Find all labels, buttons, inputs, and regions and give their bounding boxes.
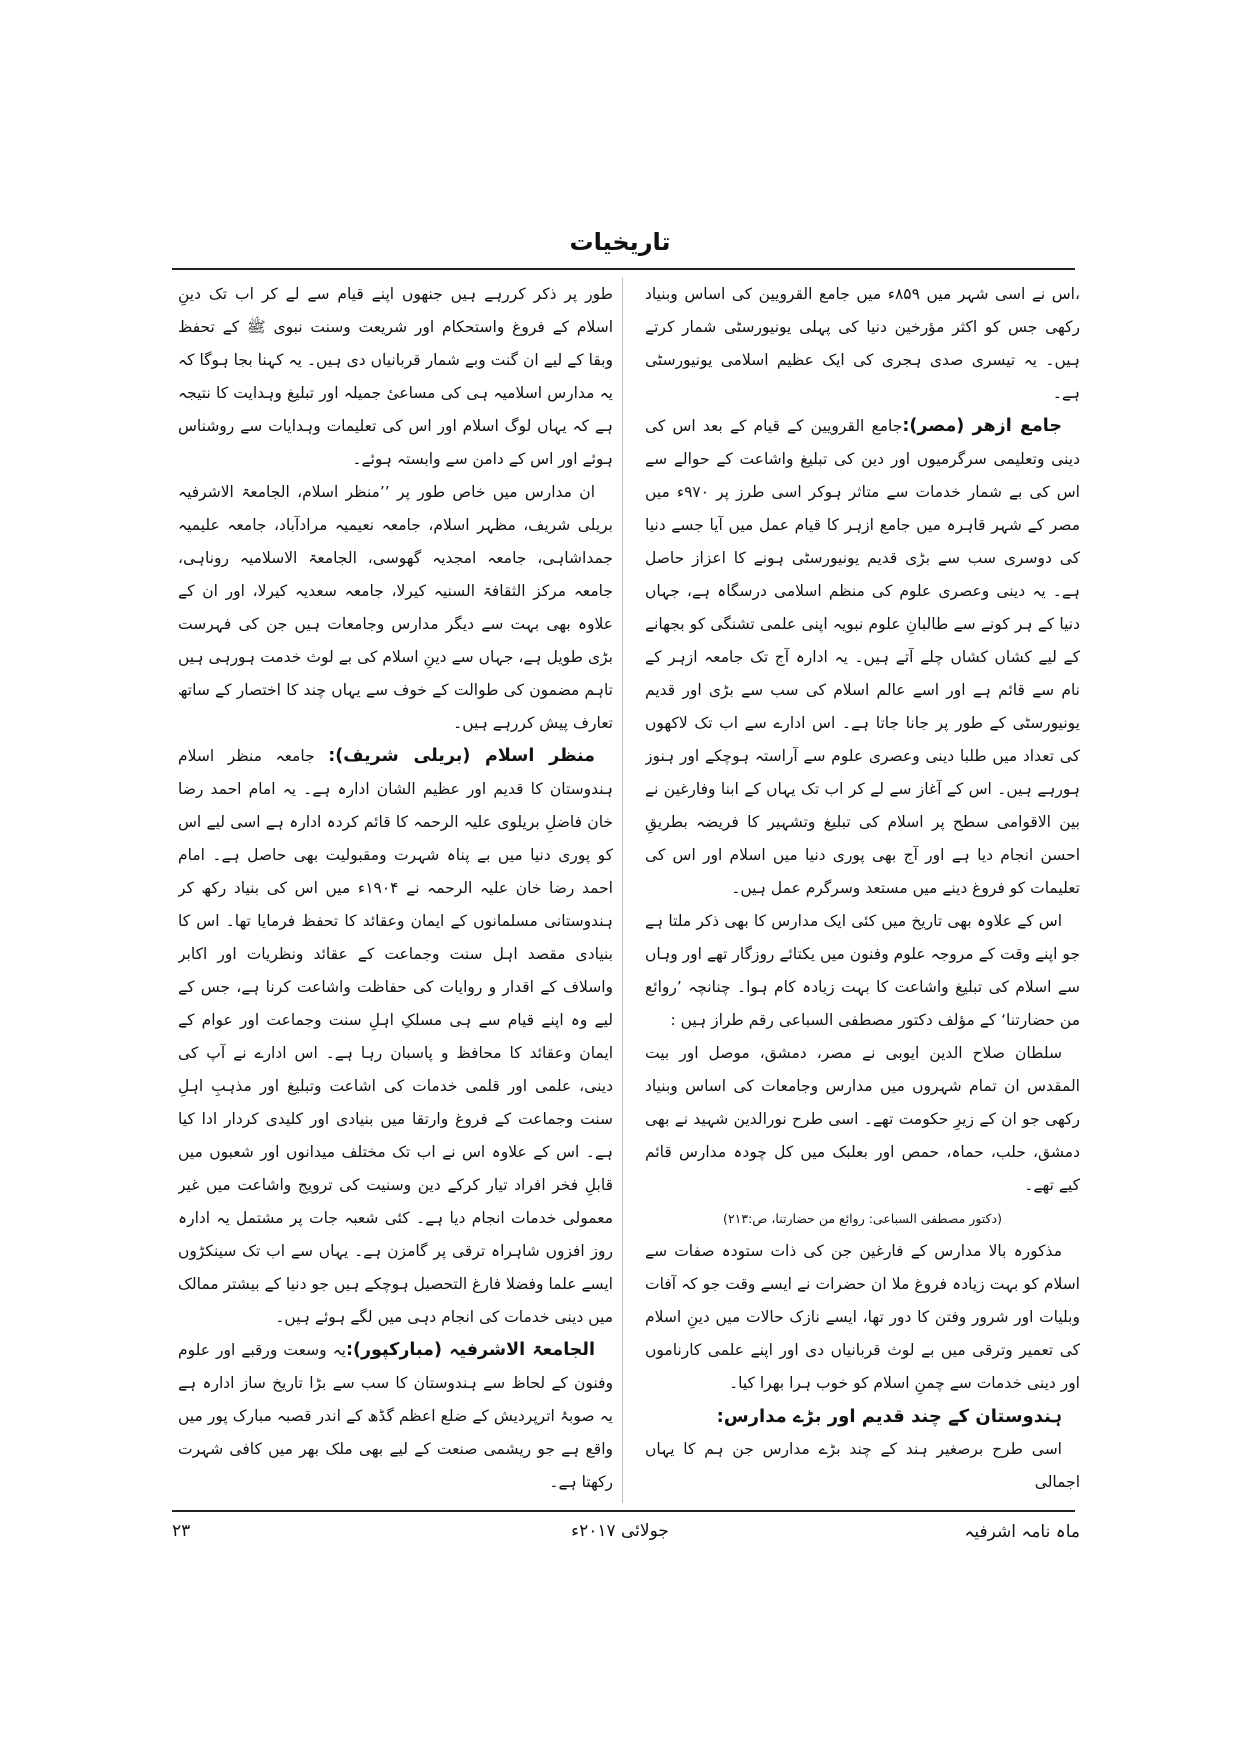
paragraph-body: جامعہ منظر اسلام ہندوستان کا قدیم اور عظیم الشان ادارہ ہے۔ یہ امام احمد رضا خان فاضلِ بریلوی علیہ الرحمہ کا قائم کردہ ادارہ ہے اسی لیے اس کو پوری دنیا میں بے پناہ شہرت ومقبولیت بھی حاصل ہے۔ امام احمد رضا خان علیہ الرحمہ نے ۱۹۰۴ء میں اس کی بنیاد رکھ کر ہندوستانی مسلمانوں کے ایمان وعقائد کا تحفظ فرمایا تھا۔ اس کا بنیادی مقصد اہل سنت وجماعت کے عقائد ونظریات اور اکابر واسلاف کے اقدار و روایات کی حفاظت واشاعت کرنا ہے، جس کے لیے وہ اپنے قیام سے ہی مسلکِ اہلِ سنت وجماعت اور عوام کے ایمان وعقائد کا محافظ و پاسبان رہا ہے۔ اس ادارے نے آپ کی دینی، علمی اور قلمی خدمات کی اشاعت وتبلیغ اور مذہبِ اہلِ سنت وجماعت کے فروغ وارتقا میں بنیادی اور کلیدی کردار ادا کیا ہے۔ اس کے علاوہ اس نے اب تک مختلف میدانوں اور شعبوں میں قابلِ فخر افراد تیار کرکے دین وسنیت کی ترویج واشاعت میں غیر معمولی خدمات انجام دیا ہے۔ کئی شعبہ جات پر مشتمل یہ ادارہ روز افزوں شاہراہ ترقی پر گامزن ہے۔ یہاں سے اب تک سینکڑوں ایسے علما وفضلا فارغ التحصیل ہوچکے ہیں جو دنیا کے بیشتر ممالک میں دینی خدمات کی انجام دہی میں لگے ہوئے ہیں۔ [178, 747, 613, 1326]
paragraph: طور پر ذکر کررہے ہیں جنھوں اپنے قیام سے لے کر اب تک دینِ اسلام کے فروغ واستحکام اور شریعت وسنت نبوی ﷺ کے تحفظ وبقا کے لیے ان گنت وبے شمار قربانیاں دی ہیں۔ یہ کہنا بجا ہوگا کہ یہ مدارس اسلامیہ ہی کی مساعیٔ جمیلہ اور تبلیغ وہدایت کا نتیجہ ہے کہ یہاں لوگ اسلام اور اس کی تعلیمات وہدایات سے روشناس ہوئے اور اس کے دامن سے وابستہ ہوئے۔ [178, 285, 613, 468]
paragraph: اس کے علاوہ بھی تاریخ میں کئی ایک مدارس کا بھی ذکر ملتا ہے جو اپنے وقت کے مروجہ علوم وفنون میں یکتائے روزگار تھے اور وہاں سے اسلام کی تبلیغ واشاعت کا بہت زیادہ کام ہوا۔ چنانچہ ’روائع من حضارتنا‘ کے مؤلف دکتور مصطفی السباعی رقم طراز ہیں : [645, 912, 1080, 1029]
footer-rule [172, 1510, 1075, 1512]
paragraph [178, 740, 613, 1334]
subheading-manzar-islam: منظر اسلام (بریلی شریف): [328, 746, 596, 766]
citation: (دکتور مصطفی السباعی: روائع من حضارتنا، ص:۲۱۳) [723, 1211, 1002, 1226]
subheading-jamia-ashrafia: الجامعۃ الاشرفیہ (مبارکپور): [345, 1340, 595, 1360]
subheading-jamia-azhar: جامع ازھر (مصر): [902, 416, 1062, 436]
issue-date: جولائی ۲۰۱۷ء [571, 1521, 669, 1541]
paragraph: مذکورہ بالا مدارس کے فارغین جن کی ذات ستودہ صفات سے اسلام کو بہت زیادہ فروغ ملا ان حضرات نے ایسے وقت جو کہ آفات وبلیات اور شرور وفتن کا دور تھا، ایسے نازک حالات میں دینِ اسلام کی تعمیر وترقی میں بے لوث قربانیاں دی اور اپنے علمی کارناموں اور دینی خدمات سے چمنِ اسلام کو خوب ہرا بھرا کیا۔ [645, 1242, 1080, 1392]
magazine-name: ماہ نامہ اشرفیہ [964, 1522, 1080, 1542]
section-title: تاریخیات [569, 228, 671, 256]
paragraph: ،اس نے اسی شہر میں ۸۵۹ء میں جامع القرویین کی اساس وبنیاد رکھی جس کو اکثر مؤرخین دنیا کی پہلی یونیورسٹی شمار کرتے ہیں۔ یہ تیسری صدی ہجری کی ایک عظیم اسلامی یونیورسٹی ہے۔ [645, 285, 1080, 402]
left-column [178, 278, 613, 1499]
paragraph: ان مدارس میں خاص طور پر ’’منظر اسلام، الجامعۃ الاشرفیہ بریلی شریف، مظہر اسلام، جامعہ نعیمیہ مرادآباد، جامعہ علیمیہ جمداشاہی، جامعہ امجدیہ گھوسی، الجامعۃ الاسلامیہ روناہی، جامعہ مرکز الثقافۃ السنیہ کیرلا، جامعہ سعدیہ کیرلا، اور ان کے علاوہ بھی بہت سے دیگر مدارس وجامعات ہیں جن کی فہرست بڑی طویل ہے، جہاں سے دینِ اسلام کی بے لوث خدمت ہورہی ہیں تاہم مضمون کی طوالت کے خوف سے یہاں چند کا اختصار کے ساتھ تعارف پیش کررہے ہیں۔ [178, 483, 613, 732]
paragraph [178, 1334, 613, 1499]
header-rule [172, 268, 1075, 270]
quotation: سلطان صلاح الدین ایوبی نے مصر، دمشق، موصل اور بیت المقدس ان تمام شہروں میں مدارس وجامعات کی اساس وبنیاد رکھی جو ان کے زیرِ حکومت تھے۔ اسی طرح نورالدین شہید نے بھی دمشق، حلب، حماہ، حمص اور بعلبک میں کل چودہ مدارس قائم کیے تھے۔ [645, 1044, 1080, 1194]
section-heading: ہندوستان کے چند قدیم اور بڑے مدارس: [716, 1406, 1062, 1427]
paragraph [645, 410, 1080, 905]
column-divider [622, 278, 623, 1503]
paragraph: اسی طرح برصغیر ہند کے چند بڑے مدارس جن ہم کا یہاں اجمالی [645, 1440, 1080, 1491]
paragraph-body: جامع القرویین کے قیام کے بعد اس کی دینی وتعلیمی سرگرمیوں اور دین کی تبلیغ واشاعت کے حوالے سے اس کی بے شمار خدمات سے متاثر ہوکر اسی طرز پر ۹۷۰ء میں مصر کے شہر قاہرہ میں جامع ازہر کا قیام عمل میں آیا جسے دنیا کی دوسری سب سے بڑی قدیم یونیورسٹی ہونے کا اعزاز حاصل ہے۔ یہ دینی وعصری علوم کی منظم اسلامی درسگاہ ہے، جہاں دنیا کے ہر کونے سے طالبانِ علوم نبویہ اپنی علمی تشنگی کو بجھانے کے لیے کشاں کشاں چلے آتے ہیں۔ یہ ادارہ آج تک جامعہ ازہر کے نام سے قائم ہے اور اسے عالم اسلام کی سب سے بڑی اور قدیم یونیورسٹی کے طور پر جانا جاتا ہے۔ اس ادارے سے اب تک لاکھوں کی تعداد میں طلبا دینی وعصری علوم سے آراستہ ہوچکے اور ہنوز ہورہے ہیں۔ اس کے آغاز سے لے کر اب تک یہاں کے ابنا وفارغین نے بین الاقوامی سطح پر اسلام کی تبلیغ وتشہیر کا فریضہ بطریقِ احسن انجام دیا ہے اور آج بھی پوری دنیا میں اسلام اور اس کی تعلیمات کو فروغ دینے میں مستعد وسرگرم عمل ہیں۔ [645, 417, 1080, 897]
right-column [645, 278, 1080, 1499]
page-number: ۲۳ [172, 1521, 191, 1541]
paragraph-body: یہ وسعت ورقبے اور علوم وفنون کے لحاظ سے ہندوستان کا سب سے بڑا تاریخ ساز ادارہ ہے یہ صوبۂ اترپردیش کے ضلع اعظم گڈھ کے اندر قصبہ مبارک پور میں واقع ہے جو ریشمی صنعت کے لیے بھی ملک بھر میں کافی شہرت رکھتا ہے۔ [178, 1341, 613, 1491]
